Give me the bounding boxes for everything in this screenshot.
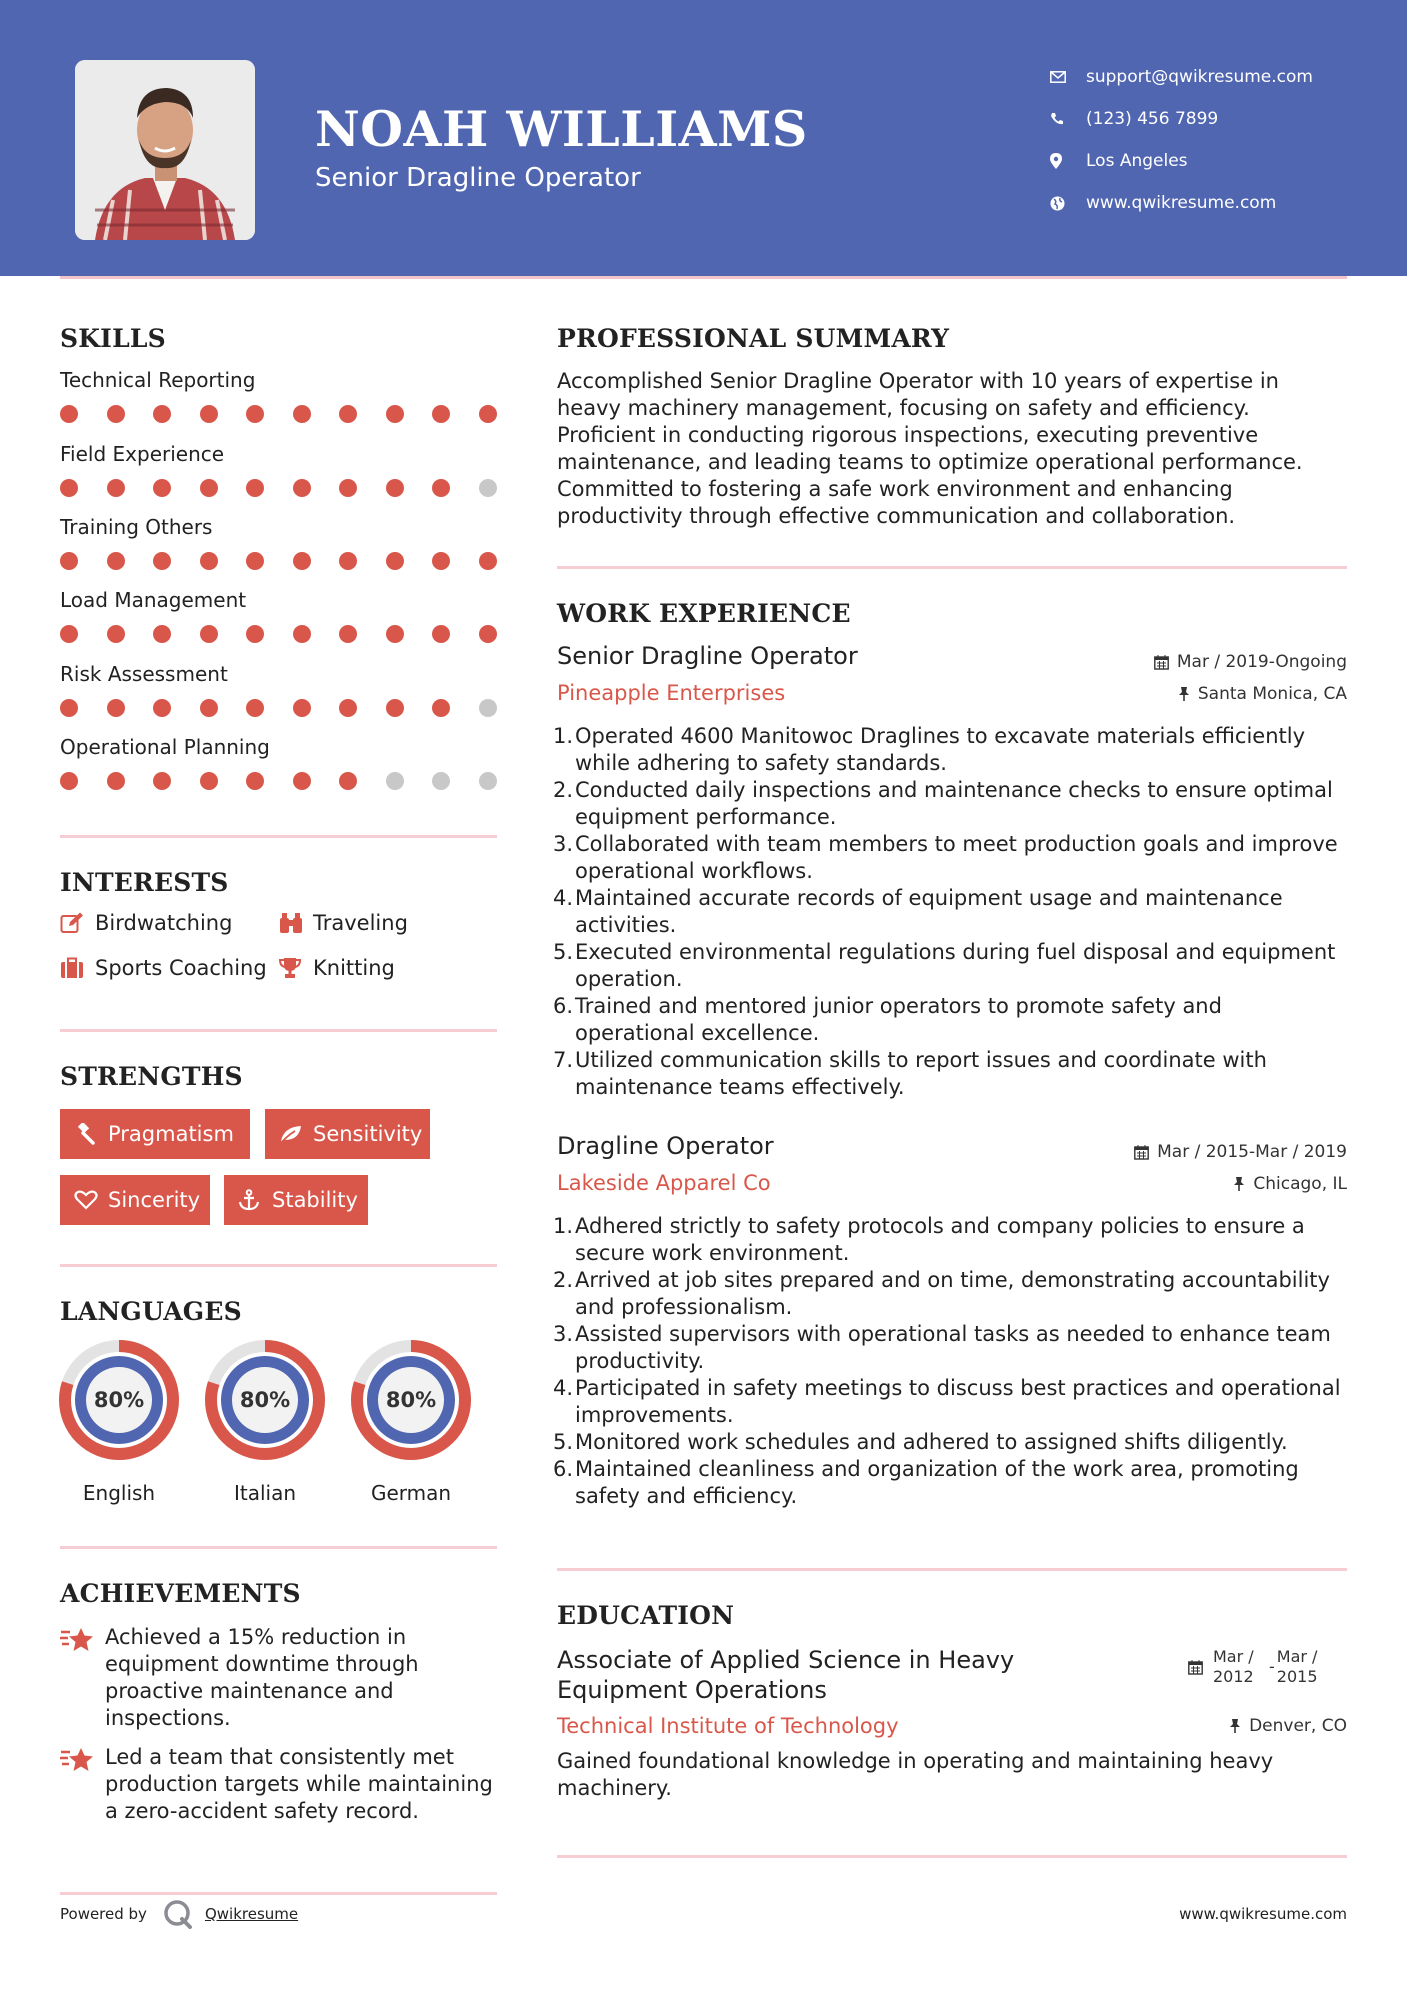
duty-text: Monitored work schedules and adhered to assigned shifts diligently. (575, 1430, 1288, 1454)
strength-badge (60, 1175, 210, 1225)
skill-dot-filled (293, 405, 311, 423)
strength-badge (224, 1175, 368, 1225)
job-location-text: Santa Monica, CA (1197, 684, 1347, 704)
duty-item: 5. Monitored work schedules and adhered to assigned shifts diligently. (553, 1430, 1288, 1454)
header-divider (60, 276, 1347, 279)
candidate-name: NOAH WILLIAMS (315, 100, 808, 158)
skill-dot-filled (479, 405, 497, 423)
job-location (1233, 1174, 1347, 1194)
skill-dot-filled (60, 699, 78, 717)
school-name: Technical Institute of Technology (557, 1714, 899, 1738)
summary-heading: PROFESSIONAL SUMMARY (557, 324, 950, 353)
calendar-icon (1134, 1145, 1149, 1160)
skill-dot-filled (293, 699, 311, 717)
contact-phone[interactable] (1050, 98, 1313, 140)
qwikresume-logo-icon (163, 1899, 193, 1929)
job-title: Senior Dragline Operator (557, 642, 858, 670)
education-end-date: Mar / 2015 (1276, 1647, 1318, 1686)
skill-dot-empty (479, 699, 497, 717)
duty-text: Adhered strictly to safety protocols and company policies to ensure a secure work environment. (575, 1214, 1305, 1265)
language-item (204, 1339, 326, 1505)
skill-dot-filled (386, 699, 404, 717)
skill-dot-filled (479, 552, 497, 570)
skill-name: Load Management (60, 588, 247, 612)
powered-by-text: Powered by (60, 1905, 147, 1923)
map-pin-icon (1050, 153, 1086, 169)
skill-dot-filled (246, 479, 264, 497)
contact-website[interactable] (1050, 182, 1313, 224)
skill-dot-filled (107, 405, 125, 423)
duty-item: 2. Arrived at job sites prepared and on time, demonstrating accountability and professionalism. (553, 1268, 1330, 1319)
interest-item (278, 911, 408, 935)
strength-label: Pragmatism (108, 1122, 234, 1146)
duty-text: Utilized communication skills to report issues and coordinate with maintenance teams effectively. (575, 1048, 1267, 1099)
skill-dot-filled (107, 479, 125, 497)
duty-item: 1. Operated 4600 Manitowoc Draglines to excavate materials efficiently while adhering to safety standards. (553, 724, 1306, 775)
duty-item: 7. Utilized communication skills to report issues and coordinate with maintenance teams effectively. (553, 1048, 1267, 1099)
education-date-separator: - (1269, 1657, 1275, 1676)
skill-dot-filled (107, 552, 125, 570)
contact-location (1050, 140, 1313, 182)
skill-dot-filled (432, 479, 450, 497)
skill-dot-filled (293, 625, 311, 643)
interest-label: Sports Coaching (95, 956, 267, 980)
pushpin-icon (1229, 1718, 1241, 1734)
interests-heading: INTERESTS (60, 868, 229, 897)
leaf-icon (279, 1124, 313, 1144)
language-item (58, 1339, 180, 1505)
pencil-edit-icon (60, 912, 95, 934)
job-dates (1134, 1142, 1347, 1162)
contact-email-text: support@qwikresume.com (1086, 67, 1313, 87)
skill-name: Field Experience (60, 442, 225, 466)
contact-location-text: Los Angeles (1086, 151, 1188, 171)
strength-badge (60, 1109, 250, 1159)
qwikresume-link[interactable]: Qwikresume (204, 1905, 299, 1923)
skill-dot-filled (153, 552, 171, 570)
languages-heading: LANGUAGES (60, 1297, 242, 1326)
skill-dot-filled (246, 772, 264, 790)
skill-dot-filled (107, 699, 125, 717)
education-location-text: Denver, CO (1249, 1716, 1347, 1736)
skill-name: Risk Assessment (60, 662, 228, 686)
strength-badge (265, 1109, 430, 1159)
duty-text: Arrived at job sites prepared and on time, demonstrating accountability and professionalism. (575, 1268, 1330, 1319)
skill-dot-filled (339, 405, 357, 423)
duty-text: Assisted supervisors with operational tasks as needed to enhance team productivity. (575, 1322, 1331, 1373)
duty-text: Conducted daily inspections and maintenance checks to ensure optimal equipment performance. (575, 778, 1333, 829)
job-dates-text: Mar / 2015-Mar / 2019 (1157, 1142, 1347, 1162)
skill-dot-filled (60, 405, 78, 423)
contact-email[interactable] (1050, 56, 1313, 98)
duty-item: 6. Trained and mentored junior operators to promote safety and operational excellence. (553, 994, 1222, 1045)
job-location (1178, 684, 1347, 704)
skill-dot-filled (386, 479, 404, 497)
education-location (1229, 1716, 1347, 1736)
achievement-text: Achieved a 15% reduction in equipment downtime through proactive maintenance and inspections. (105, 1625, 419, 1730)
skill-dot-filled (107, 625, 125, 643)
section-divider (60, 835, 497, 838)
interest-item (60, 911, 232, 935)
skill-dot-filled (386, 405, 404, 423)
skill-dot-filled (60, 479, 78, 497)
job-duties-list (553, 723, 1347, 1101)
skill-dot-filled (246, 699, 264, 717)
interest-label: Birdwatching (95, 911, 233, 935)
section-divider (557, 566, 1347, 569)
duty-text: Operated 4600 Manitowoc Draglines to excavate materials efficiently while adhering to safety standards. (575, 724, 1306, 775)
achievement-text: Led a team that consistently met production targets while maintaining a zero-accident safety record. (105, 1745, 493, 1823)
pushpin-icon (1178, 686, 1190, 702)
skill-dot-filled (60, 772, 78, 790)
duty-text: Trained and mentored junior operators to promote safety and operational excellence. (575, 994, 1222, 1045)
section-divider (557, 1568, 1347, 1571)
duty-item: 4. Participated in safety meetings to discuss best practices and operational improvements. (553, 1376, 1341, 1427)
duty-text: Participated in safety meetings to discuss best practices and operational improvements. (575, 1376, 1341, 1427)
section-divider (557, 1855, 1347, 1858)
interest-item (278, 956, 395, 980)
interest-label: Knitting (313, 956, 395, 980)
job-dates (1154, 652, 1347, 672)
company-name: Lakeside Apparel Co (557, 1171, 771, 1195)
footer-powered-by (60, 1899, 298, 1929)
interest-item (60, 956, 267, 980)
duty-text: Executed environmental regulations during fuel disposal and equipment operation. (575, 940, 1336, 991)
resume-header (0, 0, 1407, 276)
duty-item: 3. Collaborated with team members to meet production goals and improve operational workflows. (553, 832, 1338, 883)
trophy-icon (278, 957, 313, 979)
job-duties-list (553, 1213, 1347, 1510)
skill-dot-empty (432, 772, 450, 790)
duty-item: 2. Conducted daily inspections and maintenance checks to ensure optimal equipment performance. (553, 778, 1333, 829)
education-heading: EDUCATION (557, 1601, 735, 1630)
experience-heading: WORK EXPERIENCE (557, 599, 851, 628)
skill-dot-filled (153, 699, 171, 717)
contact-website-text: www.qwikresume.com (1086, 193, 1277, 213)
candidate-title: Senior Dragline Operator (315, 163, 641, 193)
duty-text: Maintained cleanliness and organization of the work area, promoting safety and efficiency. (575, 1457, 1299, 1508)
skill-dot-filled (246, 405, 264, 423)
skill-dot-filled (200, 405, 218, 423)
language-name: German (370, 1481, 452, 1505)
skill-dot-empty (479, 479, 497, 497)
skill-dot-filled (293, 479, 311, 497)
skill-dot-filled (386, 552, 404, 570)
calendar-icon (1154, 655, 1169, 670)
achievements-heading: ACHIEVEMENTS (60, 1579, 301, 1608)
section-divider (60, 1892, 497, 1895)
company-name: Pineapple Enterprises (557, 681, 786, 705)
skill-dot-filled (107, 772, 125, 790)
language-percent: 80% (239, 1388, 291, 1412)
skill-dot-empty (479, 772, 497, 790)
section-divider (60, 1546, 497, 1549)
skill-dot-filled (479, 625, 497, 643)
skill-dot-filled (432, 699, 450, 717)
duty-text: Maintained accurate records of equipment usage and maintenance activities. (575, 886, 1283, 937)
globe-icon (1050, 196, 1086, 211)
gavel-icon (74, 1123, 108, 1145)
summary-text: Accomplished Senior Dragline Operator with 10 years of expertise in heavy machinery management, focusing on safety and efficiency. Proficient in conducting rigorous inspections, executing preventive maintenance, and leading teams to optimize operational performance. Committed to fostering a safe work environment and enhancing productivity through effective communication and collaboration. (557, 369, 1303, 528)
degree-title: Associate of Applied Science in Heavy Equipment Operations (557, 1646, 1015, 1704)
duty-item: 6. Maintained cleanliness and organization of the work area, promoting safety and efficiency. (553, 1457, 1299, 1508)
phone-icon (1050, 112, 1086, 126)
strength-label: Stability (272, 1188, 358, 1212)
star-badge-icon (60, 1744, 105, 1825)
skill-dot-filled (200, 625, 218, 643)
duty-item: 5. Executed environmental regulations during fuel disposal and equipment operation. (553, 940, 1336, 991)
skills-heading: SKILLS (60, 324, 166, 353)
skill-dot-filled (153, 772, 171, 790)
profile-photo (75, 60, 255, 240)
skill-dot-empty (386, 772, 404, 790)
strength-label: Sincerity (108, 1188, 201, 1212)
heart-icon (74, 1190, 108, 1210)
section-divider (60, 1029, 497, 1032)
skill-name: Operational Planning (60, 735, 270, 759)
skill-name: Training Others (60, 515, 213, 539)
education-start-date: Mar / 2012 (1213, 1647, 1254, 1686)
skill-dot-filled (432, 625, 450, 643)
anchor-icon (238, 1189, 272, 1211)
pushpin-icon (1233, 1176, 1245, 1192)
education-dates (1188, 1647, 1327, 1687)
language-item (350, 1339, 472, 1505)
skill-dot-filled (153, 405, 171, 423)
skill-dot-filled (293, 772, 311, 790)
skill-dot-filled (293, 552, 311, 570)
strength-label: Sensitivity (313, 1122, 423, 1146)
skill-dot-filled (386, 625, 404, 643)
job-dates-text: Mar / 2019-Ongoing (1176, 652, 1347, 672)
skill-dot-filled (200, 479, 218, 497)
skill-dot-filled (153, 479, 171, 497)
education-description: Gained foundational knowledge in operating and maintaining heavy machinery. (557, 1749, 1274, 1800)
language-percent: 80% (385, 1388, 437, 1412)
language-percent: 80% (93, 1388, 145, 1412)
skill-dot-filled (339, 625, 357, 643)
duty-item: 1. Adhered strictly to safety protocols and company policies to ensure a secure work environment. (553, 1214, 1305, 1265)
envelope-icon (1050, 71, 1086, 83)
duty-item: 4. Maintained accurate records of equipment usage and maintenance activities. (553, 886, 1283, 937)
skill-name: Technical Reporting (60, 368, 256, 392)
skill-dot-filled (339, 479, 357, 497)
skill-dot-filled (432, 552, 450, 570)
skill-dot-filled (200, 699, 218, 717)
skill-dot-filled (200, 772, 218, 790)
contact-list (1050, 56, 1313, 224)
skill-dot-filled (246, 625, 264, 643)
duty-text: Collaborated with team members to meet production goals and improve operational workflows. (575, 832, 1338, 883)
calendar-icon (1188, 1660, 1203, 1675)
skill-dot-filled (246, 552, 264, 570)
skill-dot-filled (339, 772, 357, 790)
job-title: Dragline Operator (557, 1132, 774, 1160)
language-name: Italian (233, 1481, 297, 1505)
skill-dot-filled (153, 625, 171, 643)
achievement-item (60, 1744, 500, 1825)
skill-dot-filled (200, 552, 218, 570)
footer-website[interactable]: www.qwikresume.com (1179, 1905, 1347, 1923)
skill-dot-filled (339, 552, 357, 570)
section-divider (60, 1264, 497, 1267)
duty-item: 3. Assisted supervisors with operational tasks as needed to enhance team productivity. (553, 1322, 1331, 1373)
job-location-text: Chicago, IL (1253, 1174, 1347, 1194)
skill-dot-filled (339, 699, 357, 717)
skill-dot-filled (60, 625, 78, 643)
binoculars-icon (278, 912, 313, 934)
achievement-item (60, 1624, 500, 1732)
strengths-heading: STRENGTHS (60, 1062, 243, 1091)
interest-label: Traveling (313, 911, 408, 935)
briefcase-icon (60, 957, 95, 979)
skill-dot-filled (60, 552, 78, 570)
star-badge-icon (60, 1624, 105, 1732)
language-name: English (82, 1481, 156, 1505)
contact-phone-text: (123) 456 7899 (1086, 109, 1219, 129)
skill-dot-filled (432, 405, 450, 423)
